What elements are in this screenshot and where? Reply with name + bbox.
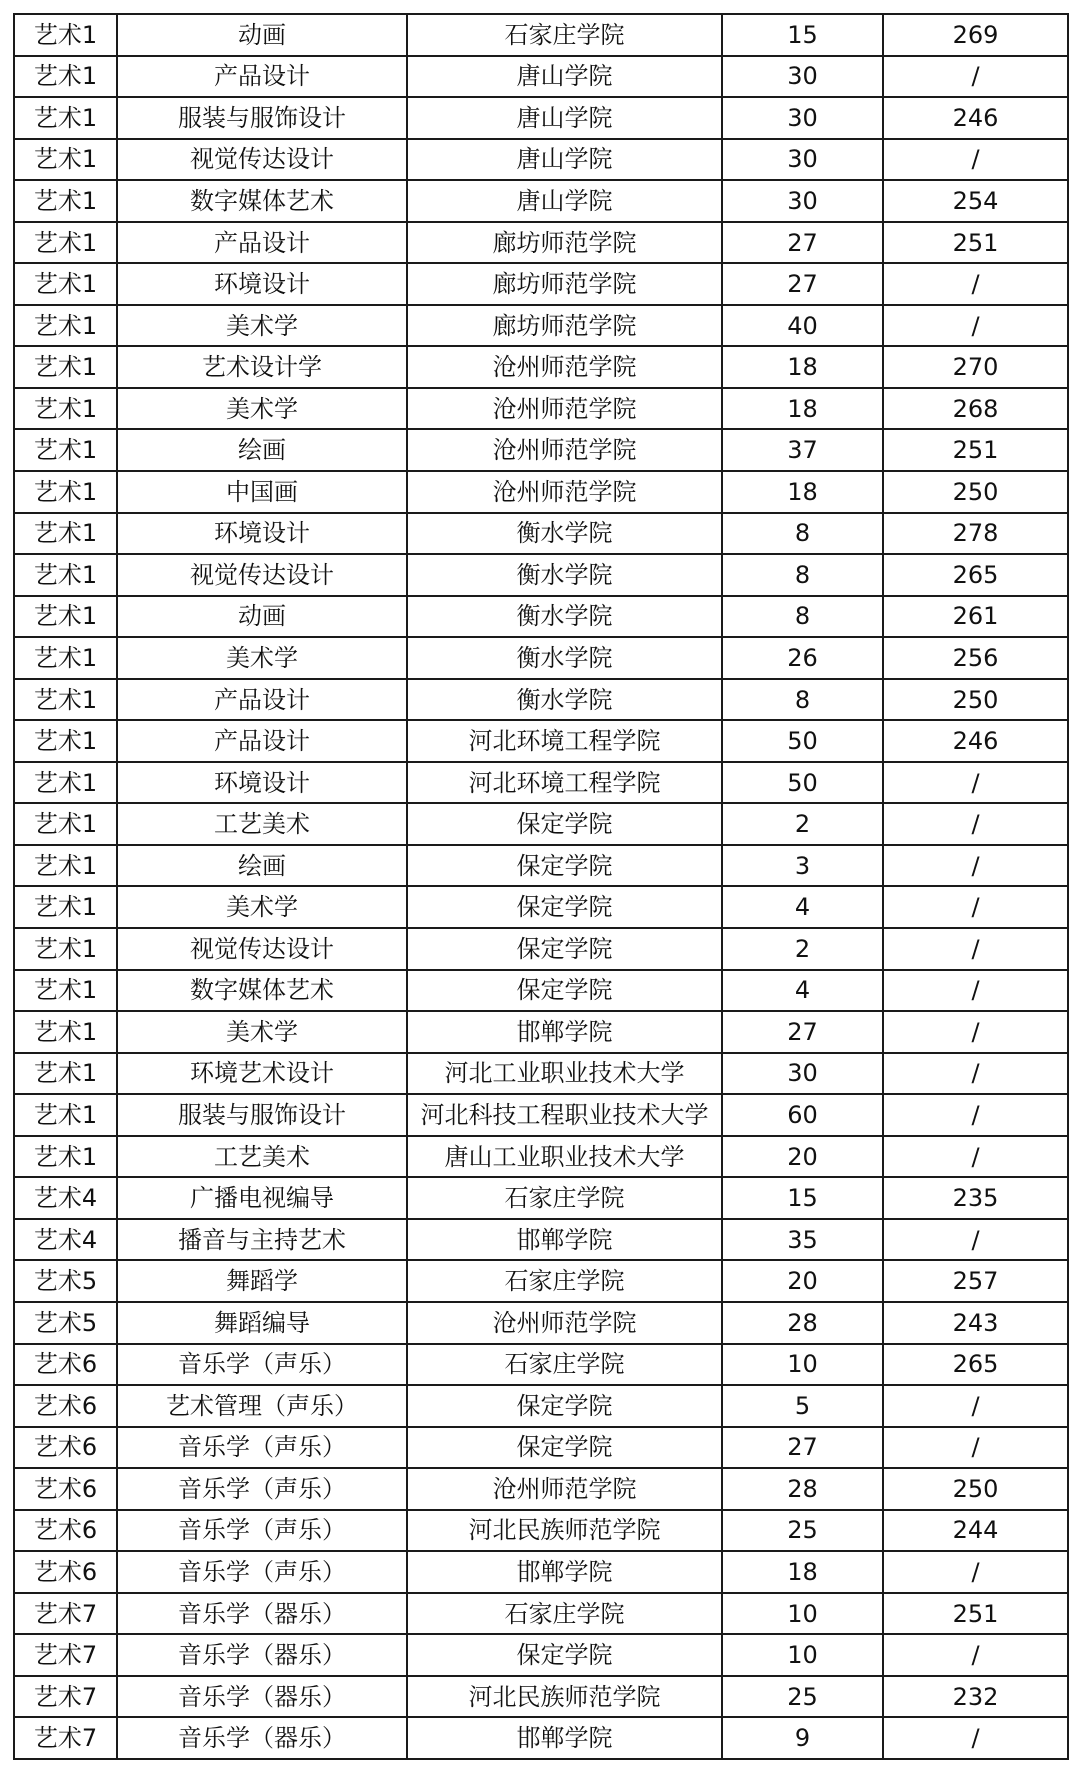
quota-cell: 10	[722, 1593, 883, 1635]
major-cell: 产品设计	[117, 679, 407, 721]
quota-cell: 15	[722, 1177, 883, 1219]
table-row	[14, 1094, 1068, 1136]
major-cell: 音乐学（器乐）	[117, 1676, 407, 1718]
school-cell: 沧州师范学院	[407, 429, 722, 471]
table-row	[14, 1053, 1068, 1095]
category-cell: 艺术1	[14, 263, 117, 305]
school-cell: 河北环境工程学院	[407, 762, 722, 804]
school-cell: 保定学院	[407, 803, 722, 845]
category-cell: 艺术1	[14, 471, 117, 513]
score-cell: /	[883, 305, 1068, 347]
table-row	[14, 222, 1068, 264]
score-cell: 251	[883, 429, 1068, 471]
table-row	[14, 720, 1068, 762]
table-row	[14, 513, 1068, 555]
major-cell: 服装与服饰设计	[117, 97, 407, 139]
table-row	[14, 928, 1068, 970]
major-cell: 环境艺术设计	[117, 1053, 407, 1095]
major-cell: 服装与服饰设计	[117, 1094, 407, 1136]
score-cell: /	[883, 928, 1068, 970]
major-cell: 产品设计	[117, 720, 407, 762]
score-cell: 251	[883, 1593, 1068, 1635]
admission-table	[13, 13, 1069, 1760]
score-cell: /	[883, 803, 1068, 845]
quota-cell: 4	[722, 886, 883, 928]
category-cell: 艺术1	[14, 803, 117, 845]
score-cell: /	[883, 1219, 1068, 1261]
category-cell: 艺术1	[14, 970, 117, 1012]
major-cell: 工艺美术	[117, 803, 407, 845]
major-cell: 美术学	[117, 637, 407, 679]
score-cell: 244	[883, 1510, 1068, 1552]
major-cell: 中国画	[117, 471, 407, 513]
major-cell: 艺术管理（声乐）	[117, 1385, 407, 1427]
major-cell: 工艺美术	[117, 1136, 407, 1178]
score-cell: /	[883, 1136, 1068, 1178]
major-cell: 美术学	[117, 305, 407, 347]
major-cell: 舞蹈编导	[117, 1302, 407, 1344]
category-cell: 艺术7	[14, 1593, 117, 1635]
quota-cell: 28	[722, 1468, 883, 1510]
major-cell: 动画	[117, 596, 407, 638]
table-row	[14, 803, 1068, 845]
score-cell: 246	[883, 720, 1068, 762]
category-cell: 艺术6	[14, 1510, 117, 1552]
score-cell: /	[883, 1385, 1068, 1427]
school-cell: 邯郸学院	[407, 1219, 722, 1261]
table-row	[14, 1385, 1068, 1427]
quota-cell: 5	[722, 1385, 883, 1427]
quota-cell: 37	[722, 429, 883, 471]
major-cell: 播音与主持艺术	[117, 1219, 407, 1261]
score-cell: /	[883, 139, 1068, 181]
category-cell: 艺术1	[14, 762, 117, 804]
major-cell: 美术学	[117, 388, 407, 430]
table-row	[14, 97, 1068, 139]
score-cell: 251	[883, 222, 1068, 264]
category-cell: 艺术1	[14, 637, 117, 679]
major-cell: 音乐学（声乐）	[117, 1344, 407, 1386]
quota-cell: 8	[722, 513, 883, 555]
quota-cell: 25	[722, 1676, 883, 1718]
school-cell: 邯郸学院	[407, 1551, 722, 1593]
quota-cell: 2	[722, 803, 883, 845]
major-cell: 绘画	[117, 429, 407, 471]
major-cell: 音乐学（器乐）	[117, 1717, 407, 1759]
table-body	[14, 14, 1068, 1759]
major-cell: 美术学	[117, 886, 407, 928]
major-cell: 动画	[117, 14, 407, 56]
table-row	[14, 845, 1068, 887]
school-cell: 廊坊师范学院	[407, 222, 722, 264]
school-cell: 保定学院	[407, 928, 722, 970]
category-cell: 艺术1	[14, 1136, 117, 1178]
quota-cell: 8	[722, 679, 883, 721]
score-cell: /	[883, 1053, 1068, 1095]
school-cell: 河北民族师范学院	[407, 1676, 722, 1718]
school-cell: 河北民族师范学院	[407, 1510, 722, 1552]
score-cell: /	[883, 1634, 1068, 1676]
school-cell: 唐山学院	[407, 139, 722, 181]
school-cell: 沧州师范学院	[407, 388, 722, 430]
category-cell: 艺术1	[14, 388, 117, 430]
quota-cell: 28	[722, 1302, 883, 1344]
table-row	[14, 1717, 1068, 1759]
school-cell: 石家庄学院	[407, 14, 722, 56]
score-cell: /	[883, 886, 1068, 928]
table-row	[14, 1676, 1068, 1718]
score-cell: 250	[883, 679, 1068, 721]
category-cell: 艺术1	[14, 1094, 117, 1136]
table-row	[14, 1011, 1068, 1053]
category-cell: 艺术1	[14, 429, 117, 471]
score-cell: /	[883, 56, 1068, 98]
score-cell: /	[883, 1427, 1068, 1469]
category-cell: 艺术1	[14, 180, 117, 222]
major-cell: 产品设计	[117, 222, 407, 264]
school-cell: 保定学院	[407, 1634, 722, 1676]
quota-cell: 50	[722, 720, 883, 762]
table-row	[14, 886, 1068, 928]
quota-cell: 27	[722, 1011, 883, 1053]
quota-cell: 8	[722, 554, 883, 596]
school-cell: 邯郸学院	[407, 1717, 722, 1759]
quota-cell: 30	[722, 180, 883, 222]
table-row	[14, 346, 1068, 388]
category-cell: 艺术1	[14, 14, 117, 56]
table-row	[14, 1427, 1068, 1469]
major-cell: 音乐学（声乐）	[117, 1551, 407, 1593]
score-cell: /	[883, 762, 1068, 804]
quota-cell: 10	[722, 1634, 883, 1676]
major-cell: 舞蹈学	[117, 1260, 407, 1302]
quota-cell: 30	[722, 139, 883, 181]
category-cell: 艺术1	[14, 346, 117, 388]
table-row	[14, 1302, 1068, 1344]
category-cell: 艺术6	[14, 1344, 117, 1386]
category-cell: 艺术1	[14, 139, 117, 181]
quota-cell: 30	[722, 1053, 883, 1095]
school-cell: 唐山工业职业技术大学	[407, 1136, 722, 1178]
category-cell: 艺术1	[14, 56, 117, 98]
score-cell: 265	[883, 554, 1068, 596]
table-row	[14, 762, 1068, 804]
category-cell: 艺术6	[14, 1551, 117, 1593]
quota-cell: 26	[722, 637, 883, 679]
quota-cell: 40	[722, 305, 883, 347]
quota-cell: 60	[722, 1094, 883, 1136]
quota-cell: 15	[722, 14, 883, 56]
score-cell: 270	[883, 346, 1068, 388]
score-cell: 269	[883, 14, 1068, 56]
score-cell: 250	[883, 1468, 1068, 1510]
school-cell: 廊坊师范学院	[407, 305, 722, 347]
major-cell: 数字媒体艺术	[117, 970, 407, 1012]
quota-cell: 20	[722, 1260, 883, 1302]
major-cell: 环境设计	[117, 762, 407, 804]
school-cell: 唐山学院	[407, 97, 722, 139]
score-cell: /	[883, 263, 1068, 305]
quota-cell: 8	[722, 596, 883, 638]
school-cell: 保定学院	[407, 1385, 722, 1427]
category-cell: 艺术1	[14, 720, 117, 762]
school-cell: 石家庄学院	[407, 1260, 722, 1302]
category-cell: 艺术1	[14, 305, 117, 347]
major-cell: 产品设计	[117, 56, 407, 98]
school-cell: 沧州师范学院	[407, 1302, 722, 1344]
school-cell: 唐山学院	[407, 180, 722, 222]
table-row	[14, 1551, 1068, 1593]
major-cell: 音乐学（器乐）	[117, 1634, 407, 1676]
quota-cell: 27	[722, 263, 883, 305]
quota-cell: 30	[722, 56, 883, 98]
table-row	[14, 180, 1068, 222]
category-cell: 艺术7	[14, 1676, 117, 1718]
category-cell: 艺术6	[14, 1385, 117, 1427]
quota-cell: 18	[722, 346, 883, 388]
table-row	[14, 1634, 1068, 1676]
school-cell: 石家庄学院	[407, 1177, 722, 1219]
table-row	[14, 263, 1068, 305]
major-cell: 环境设计	[117, 263, 407, 305]
major-cell: 视觉传达设计	[117, 928, 407, 970]
school-cell: 河北环境工程学院	[407, 720, 722, 762]
score-cell: 278	[883, 513, 1068, 555]
school-cell: 保定学院	[407, 970, 722, 1012]
major-cell: 音乐学（器乐）	[117, 1593, 407, 1635]
score-cell: 243	[883, 1302, 1068, 1344]
score-cell: 261	[883, 596, 1068, 638]
school-cell: 唐山学院	[407, 56, 722, 98]
school-cell: 保定学院	[407, 886, 722, 928]
quota-cell: 10	[722, 1344, 883, 1386]
score-cell: 256	[883, 637, 1068, 679]
category-cell: 艺术4	[14, 1177, 117, 1219]
category-cell: 艺术1	[14, 679, 117, 721]
school-cell: 沧州师范学院	[407, 471, 722, 513]
major-cell: 环境设计	[117, 513, 407, 555]
category-cell: 艺术1	[14, 97, 117, 139]
major-cell: 绘画	[117, 845, 407, 887]
score-cell: /	[883, 1551, 1068, 1593]
category-cell: 艺术6	[14, 1468, 117, 1510]
quota-cell: 18	[722, 388, 883, 430]
school-cell: 衡水学院	[407, 513, 722, 555]
major-cell: 音乐学（声乐）	[117, 1510, 407, 1552]
table-row	[14, 56, 1068, 98]
quota-cell: 35	[722, 1219, 883, 1261]
table-row	[14, 679, 1068, 721]
major-cell: 音乐学（声乐）	[117, 1468, 407, 1510]
table-row	[14, 1177, 1068, 1219]
school-cell: 保定学院	[407, 1427, 722, 1469]
quota-cell: 25	[722, 1510, 883, 1552]
table-row	[14, 637, 1068, 679]
category-cell: 艺术1	[14, 1053, 117, 1095]
school-cell: 衡水学院	[407, 679, 722, 721]
table-row	[14, 1260, 1068, 1302]
table-row	[14, 14, 1068, 56]
score-cell: /	[883, 970, 1068, 1012]
category-cell: 艺术1	[14, 845, 117, 887]
major-cell: 视觉传达设计	[117, 139, 407, 181]
table-row	[14, 554, 1068, 596]
school-cell: 石家庄学院	[407, 1593, 722, 1635]
table-row	[14, 305, 1068, 347]
quota-cell: 4	[722, 970, 883, 1012]
score-cell: 235	[883, 1177, 1068, 1219]
quota-cell: 3	[722, 845, 883, 887]
score-cell: 254	[883, 180, 1068, 222]
category-cell: 艺术1	[14, 1011, 117, 1053]
category-cell: 艺术7	[14, 1634, 117, 1676]
school-cell: 沧州师范学院	[407, 346, 722, 388]
score-cell: /	[883, 845, 1068, 887]
school-cell: 石家庄学院	[407, 1344, 722, 1386]
category-cell: 艺术1	[14, 554, 117, 596]
category-cell: 艺术5	[14, 1260, 117, 1302]
category-cell: 艺术5	[14, 1302, 117, 1344]
table-row	[14, 471, 1068, 513]
category-cell: 艺术1	[14, 596, 117, 638]
table-row	[14, 1136, 1068, 1178]
major-cell: 音乐学（声乐）	[117, 1427, 407, 1469]
score-cell: 232	[883, 1676, 1068, 1718]
school-cell: 衡水学院	[407, 554, 722, 596]
quota-cell: 2	[722, 928, 883, 970]
major-cell: 数字媒体艺术	[117, 180, 407, 222]
quota-cell: 20	[722, 1136, 883, 1178]
table-row	[14, 1593, 1068, 1635]
school-cell: 衡水学院	[407, 596, 722, 638]
score-cell: /	[883, 1094, 1068, 1136]
category-cell: 艺术7	[14, 1717, 117, 1759]
table-row	[14, 1510, 1068, 1552]
table-row	[14, 1219, 1068, 1261]
major-cell: 美术学	[117, 1011, 407, 1053]
quota-cell: 27	[722, 222, 883, 264]
score-cell: 250	[883, 471, 1068, 513]
quota-cell: 9	[722, 1717, 883, 1759]
score-cell: 268	[883, 388, 1068, 430]
table-row	[14, 1468, 1068, 1510]
category-cell: 艺术1	[14, 222, 117, 264]
quota-cell: 18	[722, 471, 883, 513]
table-row	[14, 1344, 1068, 1386]
school-cell: 廊坊师范学院	[407, 263, 722, 305]
score-cell: 257	[883, 1260, 1068, 1302]
school-cell: 河北科技工程职业技术大学	[407, 1094, 722, 1136]
score-cell: /	[883, 1011, 1068, 1053]
major-cell: 视觉传达设计	[117, 554, 407, 596]
table-row	[14, 139, 1068, 181]
table-row	[14, 596, 1068, 638]
school-cell: 邯郸学院	[407, 1011, 722, 1053]
quota-cell: 18	[722, 1551, 883, 1593]
category-cell: 艺术1	[14, 928, 117, 970]
quota-cell: 30	[722, 97, 883, 139]
quota-cell: 50	[722, 762, 883, 804]
table-row	[14, 429, 1068, 471]
category-cell: 艺术1	[14, 513, 117, 555]
score-cell: 265	[883, 1344, 1068, 1386]
school-cell: 河北工业职业技术大学	[407, 1053, 722, 1095]
quota-cell: 27	[722, 1427, 883, 1469]
school-cell: 沧州师范学院	[407, 1468, 722, 1510]
school-cell: 衡水学院	[407, 637, 722, 679]
category-cell: 艺术1	[14, 886, 117, 928]
major-cell: 广播电视编导	[117, 1177, 407, 1219]
school-cell: 保定学院	[407, 845, 722, 887]
table-row	[14, 388, 1068, 430]
category-cell: 艺术6	[14, 1427, 117, 1469]
score-cell: /	[883, 1717, 1068, 1759]
table-row	[14, 970, 1068, 1012]
major-cell: 艺术设计学	[117, 346, 407, 388]
score-cell: 246	[883, 97, 1068, 139]
category-cell: 艺术4	[14, 1219, 117, 1261]
